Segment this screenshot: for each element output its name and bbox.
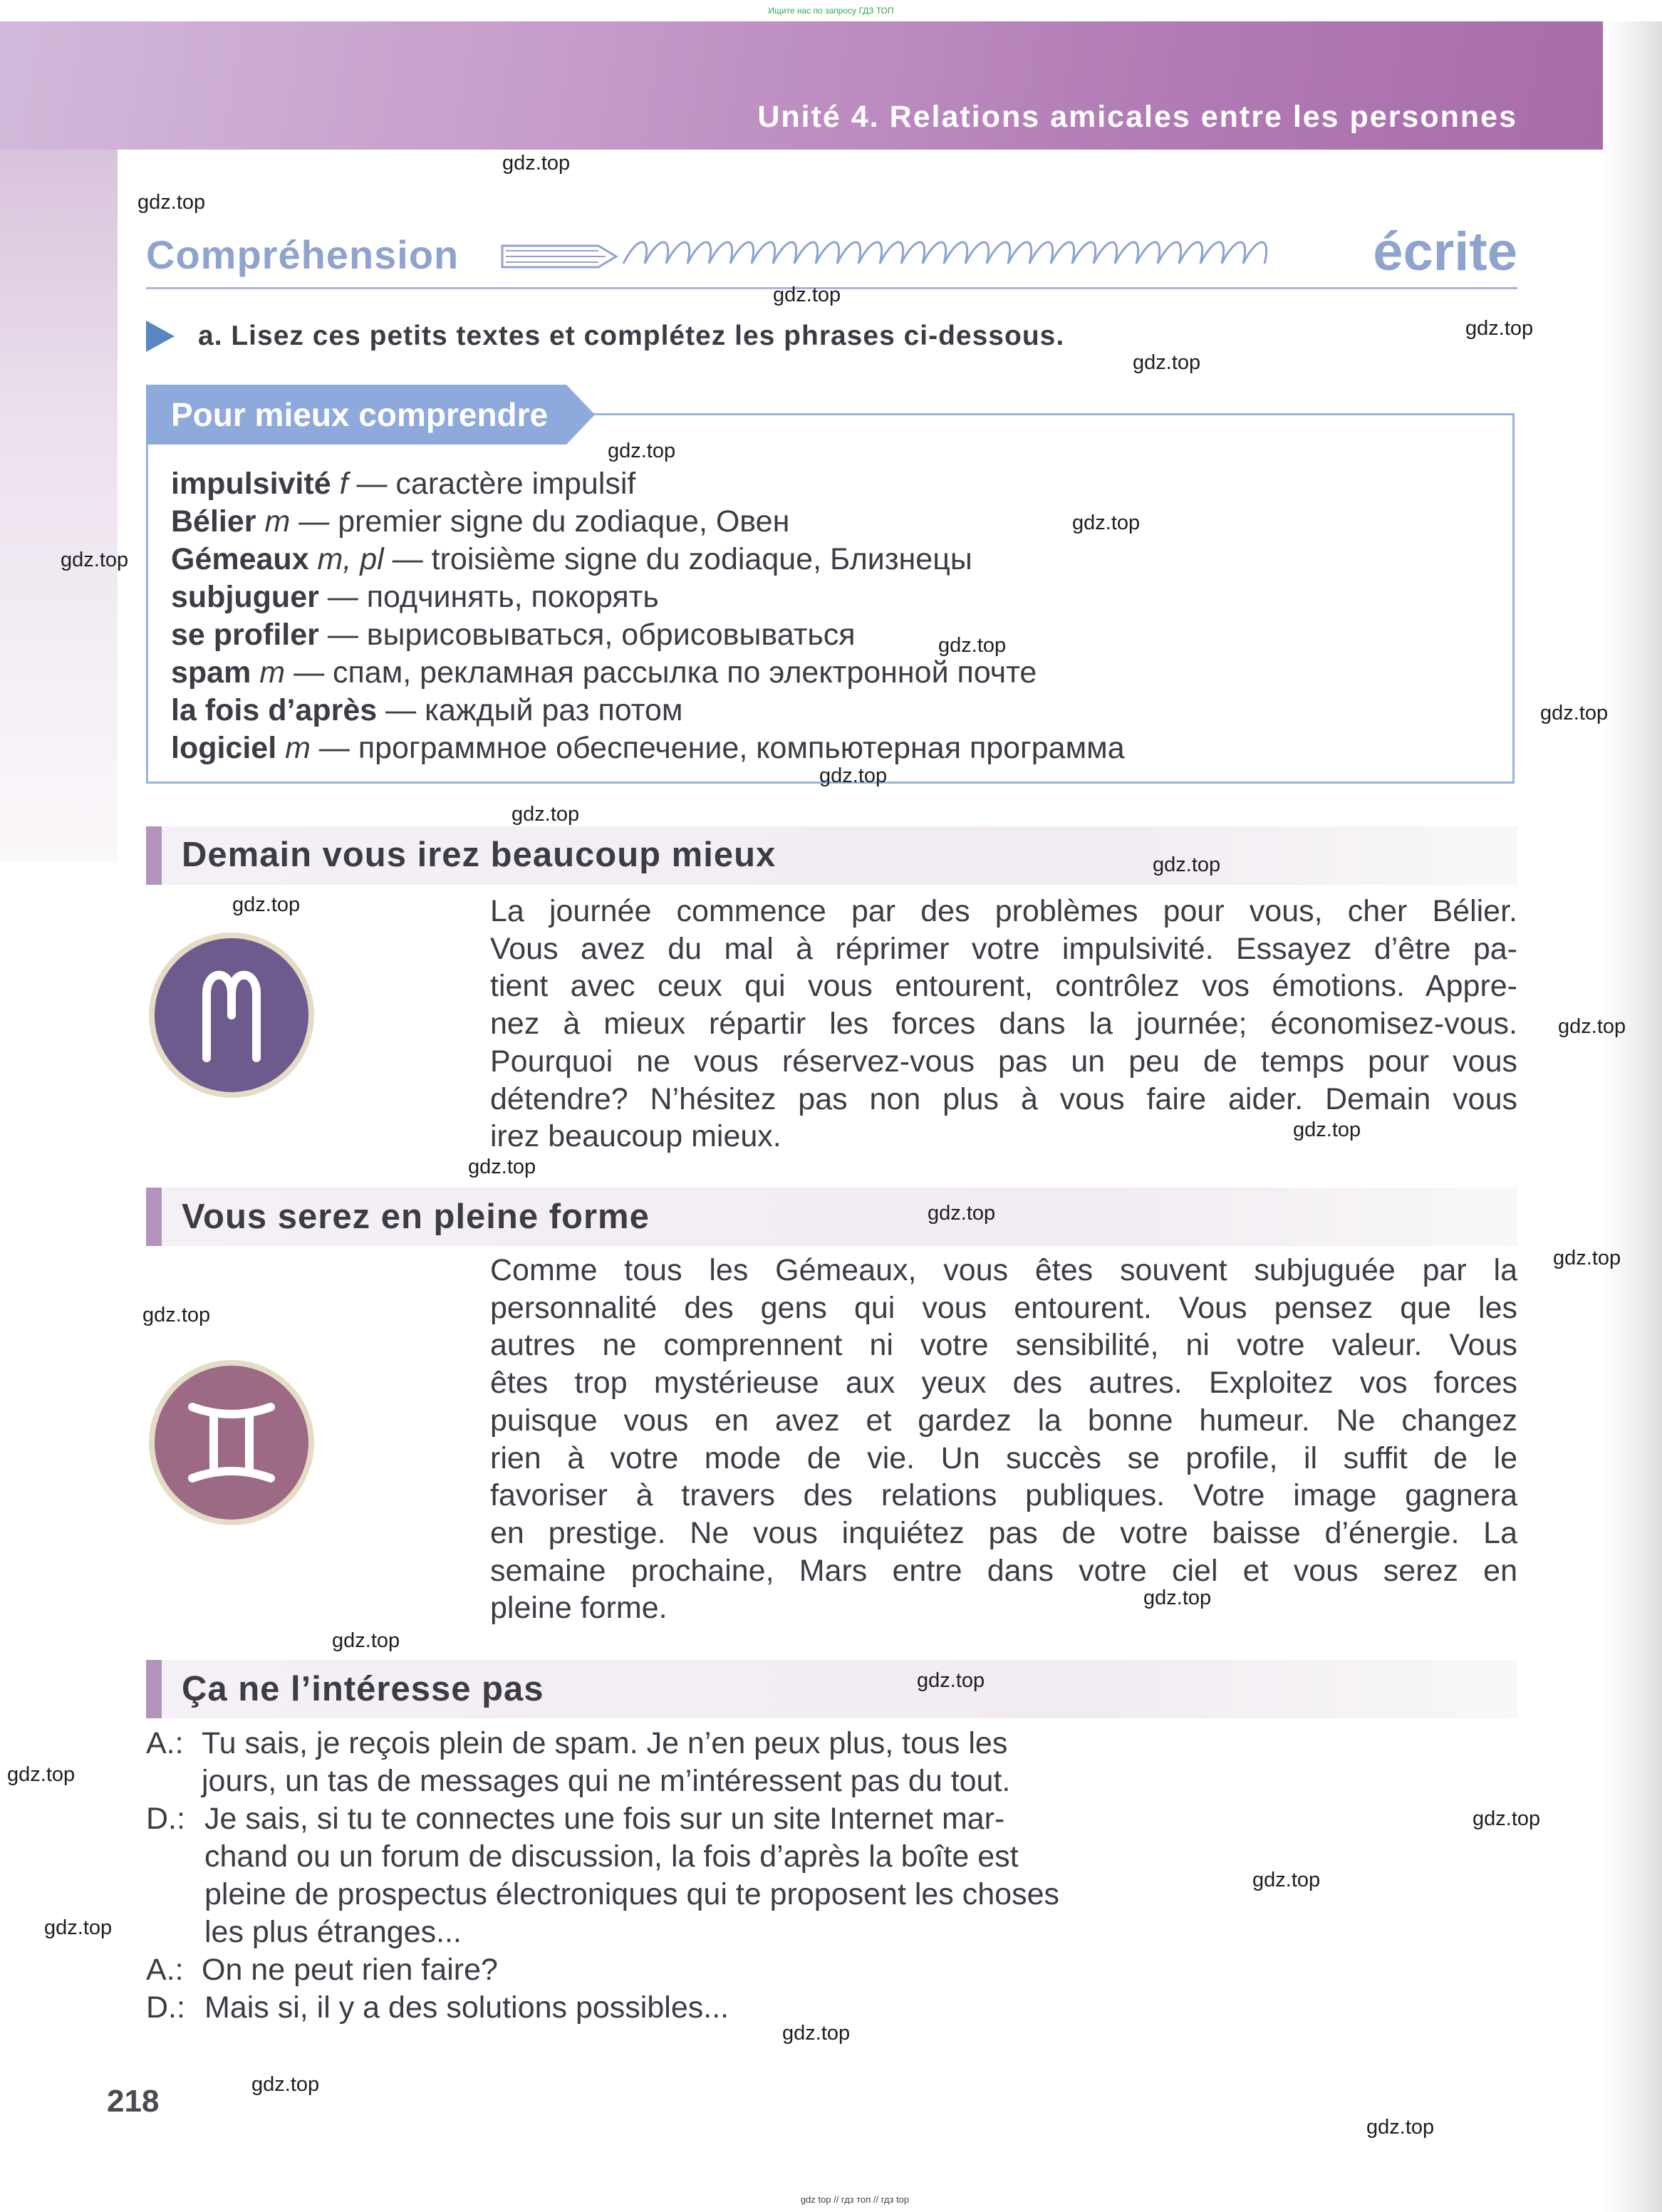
text1-heading: Demain vous irez beaucoup mieux bbox=[182, 836, 777, 874]
dialog-line: A.: On ne peut rien faire? bbox=[146, 1953, 498, 1987]
handwriting-decor bbox=[499, 235, 1339, 278]
watermark: gdz.top bbox=[137, 191, 206, 214]
dialog-line: jours, un tas de messages qui ne m’intéressent pas du tout. bbox=[202, 1764, 1011, 1798]
vocab-list bbox=[171, 465, 1125, 767]
instruction-text: a. Lisez ces petits textes et complétez les phrases ci-dessous. bbox=[198, 321, 1065, 351]
dialog-line: les plus étranges... bbox=[204, 1915, 462, 1949]
vocab-item: se profiler — вырисовываться, обрисовываться bbox=[171, 618, 856, 652]
text3-heading: Ça ne l’intéresse pas bbox=[182, 1670, 544, 1708]
text2-line: rien à votre mode de vie. Un succès se profile, il suffit de le bbox=[490, 1440, 1517, 1475]
text1-paragraph bbox=[490, 893, 1517, 1156]
text1-line: Vous avez du mal à réprimer votre impulsivité. Essayez d’être pa- bbox=[490, 931, 1517, 966]
vocab-item: spam m — спам, рекламная рассылка по электронной почте bbox=[171, 655, 1037, 690]
watermark: gdz.top bbox=[608, 440, 676, 462]
section-title-right: écrite bbox=[1373, 222, 1517, 282]
vocab-item: subjuguer — подчинять, покорять bbox=[171, 580, 659, 614]
text1-heading-bar bbox=[146, 826, 162, 885]
watermark: gdz.top bbox=[502, 152, 571, 175]
text2-line: êtes trop mystérieuse aux yeux des autres. Exploitez vos forces bbox=[490, 1366, 1517, 1401]
aries-icon bbox=[146, 930, 317, 1101]
vocab-item: logiciel m — программное обеспечение, компьютерная программа bbox=[171, 731, 1125, 765]
watermark: gdz.top bbox=[773, 284, 841, 306]
vocab-item: impulsivité f — caractère impulsif bbox=[171, 467, 636, 501]
text2-line: semaine prochaine, Mars entre dans votre ciel et vous serez en bbox=[490, 1553, 1517, 1588]
page-edge-shade bbox=[1603, 21, 1662, 2212]
text1-line: nez à mieux répartir les forces dans la journée; économisez-vous. bbox=[490, 1007, 1517, 1042]
vocab-item: Bélier m — premier signe du zodiaque, Овен bbox=[171, 504, 790, 539]
text2-line: en prestige. Ne vous inquiétez pas de votre baisse d’énergie. La bbox=[490, 1515, 1517, 1550]
vocab-item: Gémeaux m, pl — troisième signe du zodiaque, Близнецы bbox=[171, 542, 972, 576]
watermark: gdz.top bbox=[1558, 1015, 1626, 1038]
bottom-banner: gdz top // гдз топ // гдз top bbox=[800, 2194, 910, 2205]
text2-line: favoriser à travers des relations publiques. Votre image gagnera bbox=[490, 1478, 1517, 1513]
page-number: 218 bbox=[107, 2084, 160, 2119]
watermark: gdz.top bbox=[1540, 702, 1609, 725]
text2-line: autres ne comprennent ni votre sensibilité, ni votre valeur. Vous bbox=[490, 1328, 1517, 1363]
watermark: gdz.top bbox=[782, 2022, 851, 2045]
dialog-line: A.: Tu sais, je reçois plein de spam. Je n’en peux plus, tous les bbox=[146, 1726, 1008, 1760]
watermark: gdz.top bbox=[61, 549, 129, 571]
watermark: gdz.top bbox=[1465, 317, 1534, 340]
text1-line: irez beaucoup mieux. bbox=[490, 1119, 781, 1154]
watermark: gdz.top bbox=[1143, 1587, 1212, 1609]
watermark: gdz.top bbox=[1252, 1869, 1321, 1891]
text1-line: tient avec ceux qui vous entourent, contrôlez vos émotions. Appre- bbox=[490, 969, 1517, 1004]
vocab-item: la fois d’après — каждый раз потом bbox=[171, 693, 683, 727]
watermark: gdz.top bbox=[1473, 1807, 1541, 1830]
watermark: gdz.top bbox=[511, 803, 580, 826]
watermark: gdz.top bbox=[44, 1916, 113, 1939]
watermark: gdz.top bbox=[332, 1629, 400, 1652]
section-title-left: Compréhension bbox=[146, 232, 459, 277]
instruction-marker bbox=[146, 321, 175, 352]
text2-line: Comme tous les Gémeaux, vous êtes souvent subjuguée par la bbox=[490, 1253, 1517, 1287]
watermark: gdz.top bbox=[1293, 1118, 1361, 1141]
watermark: gdz.top bbox=[1072, 512, 1141, 534]
text2-paragraph bbox=[490, 1252, 1517, 1627]
gemini-icon bbox=[146, 1357, 317, 1528]
text1-line: Pourquoi ne vous réservez-vous pas un peu de temps pour vous bbox=[490, 1044, 1517, 1079]
watermark: gdz.top bbox=[917, 1669, 985, 1692]
text1-line: La journée commence par des problèmes pour vous, cher Bélier. bbox=[490, 894, 1517, 928]
text2-heading-bar bbox=[146, 1188, 162, 1246]
watermark: gdz.top bbox=[1553, 1247, 1621, 1269]
watermark: gdz.top bbox=[819, 764, 888, 787]
text3-heading-bar bbox=[146, 1660, 162, 1718]
watermark: gdz.top bbox=[938, 634, 1007, 657]
dialog-line: D.: Je sais, si tu te connectes une fois sur un site Internet mar- bbox=[146, 1802, 1005, 1836]
unit-title: Unité 4. Relations amicales entre les personnes bbox=[757, 100, 1517, 134]
text2-heading: Vous serez en pleine forme bbox=[182, 1198, 650, 1236]
watermark: gdz.top bbox=[1153, 853, 1221, 876]
watermark: gdz.top bbox=[928, 1202, 996, 1225]
dialog-line: D.: Mais si, il y a des solutions possibles... bbox=[146, 1990, 729, 2025]
watermark: gdz.top bbox=[251, 2073, 320, 2096]
text2-line: pleine forme. bbox=[490, 1591, 668, 1626]
watermark: gdz.top bbox=[468, 1156, 536, 1178]
vocab-label: Pour mieux comprendre bbox=[171, 396, 549, 433]
watermark: gdz.top bbox=[142, 1304, 211, 1326]
dialog-line: chand ou un forum de discussion, la fois d’après la boîte est bbox=[204, 1839, 1019, 1874]
watermark: gdz.top bbox=[7, 1763, 76, 1786]
text2-line: puisque vous en avez et gardez la bonne humeur. Ne changez bbox=[490, 1403, 1517, 1438]
top-banner: Ищите нас по запросу ГДЗ ТОП bbox=[0, 0, 1662, 21]
watermark: gdz.top bbox=[1133, 351, 1201, 374]
text2-line: personnalité des gens qui vous entourent. Vous pensez que les bbox=[490, 1290, 1517, 1325]
left-margin-shade bbox=[0, 150, 118, 862]
dialog-line: pleine de prospectus électroniques qui te proposent les choses bbox=[204, 1877, 1059, 1911]
text1-line: détendre? N’hésitez pas non plus à vous faire aider. Demain vous bbox=[490, 1081, 1517, 1116]
watermark: gdz.top bbox=[232, 893, 301, 916]
watermark: gdz.top bbox=[1366, 2116, 1435, 2139]
